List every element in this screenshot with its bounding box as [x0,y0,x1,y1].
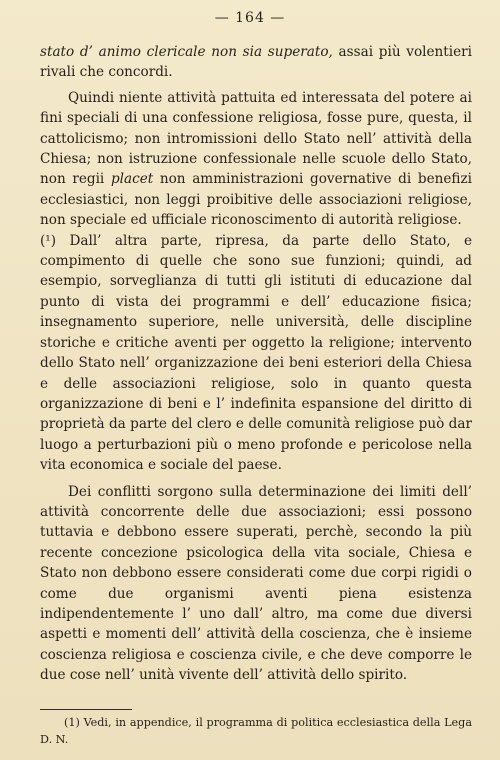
paragraph-1 [40,42,472,83]
footnote-reference: (¹) [40,232,57,249]
page-number: — 164 — [214,10,286,26]
paragraph-3-text: Dall’ altra parte, ripresa, da parte dello Stato, e compimento di quelle che sono sue funzioni; quindi, ad esempio, sorveglianza di tutti gli istituti di educazione dal punto di vista dei programmi e dell’ educazione fisica; insegnamento superiore, nelle università, delle discipline storiche e critiche aventi per oggetto la religione; intervento dello Stato nell’ organizzazione dei beni esteriori della Chiesa e delle associazioni religiose, solo in quanto questa organizzazione di beni e l’ indefinita espansione del diritto di proprietà da parte del clero e delle comunità religiose può dar luogo a perturbazioni più o meno profonde e pericolose nella vita economica e sociale del paese. [40,232,472,474]
paragraph-2 [40,88,472,231]
italic-placet: placet [110,171,154,188]
paragraph-3 [40,231,472,476]
footnote-divider [40,709,132,710]
paragraph-4: Dei conflitti sorgono sulla determinazione dei limiti dell’ attività concorrente delle due associazioni; essi possono tuttavia e debbono essere superati, perchè, secondo la più recente concezione psicologica della vita sociale, Chiesa e Stato non debbono essere considerati come due corpi rigidi o come due organismi aventi piena esistenza indipendentemente l’ uno dall’ altro, ma come due diversi aspetti e momenti dell’ attività della coscienza, che è insieme coscienza religiosa e coscienza civile, e che deve comporre le due cose nell’ unità vivente dell’ attività dello spirito. [40,483,472,684]
paragraph-2-text-b: non amministrazioni governative di benefizi ecclesiastici, non leggi proibitive delle associazioni religiose, non speciale ed ufficiale riconoscimento di autorità religiose. [40,171,472,229]
footnote [40,714,472,748]
main-text [40,42,472,686]
italic-phrase: stato d’ animo clericale non sia superato, [40,44,333,60]
paragraph-2-text-a: Quindi niente attività pattuita ed interessata del potere ai fini speciali di una confessione religiosa, fosse pure, questa, il cattolicismo; non intromissioni dello Stato nell’ attività della Chiesa; non istruzione confessionale nelle scuole dello Stato, non regii [40,89,472,188]
footnote-text: (1) Vedi, in appendice, il programma di politica ecclesiastica della Lega D. N. [40,716,472,746]
paragraph-1-text: assai più volentieri rivali che concordi. [40,44,472,81]
